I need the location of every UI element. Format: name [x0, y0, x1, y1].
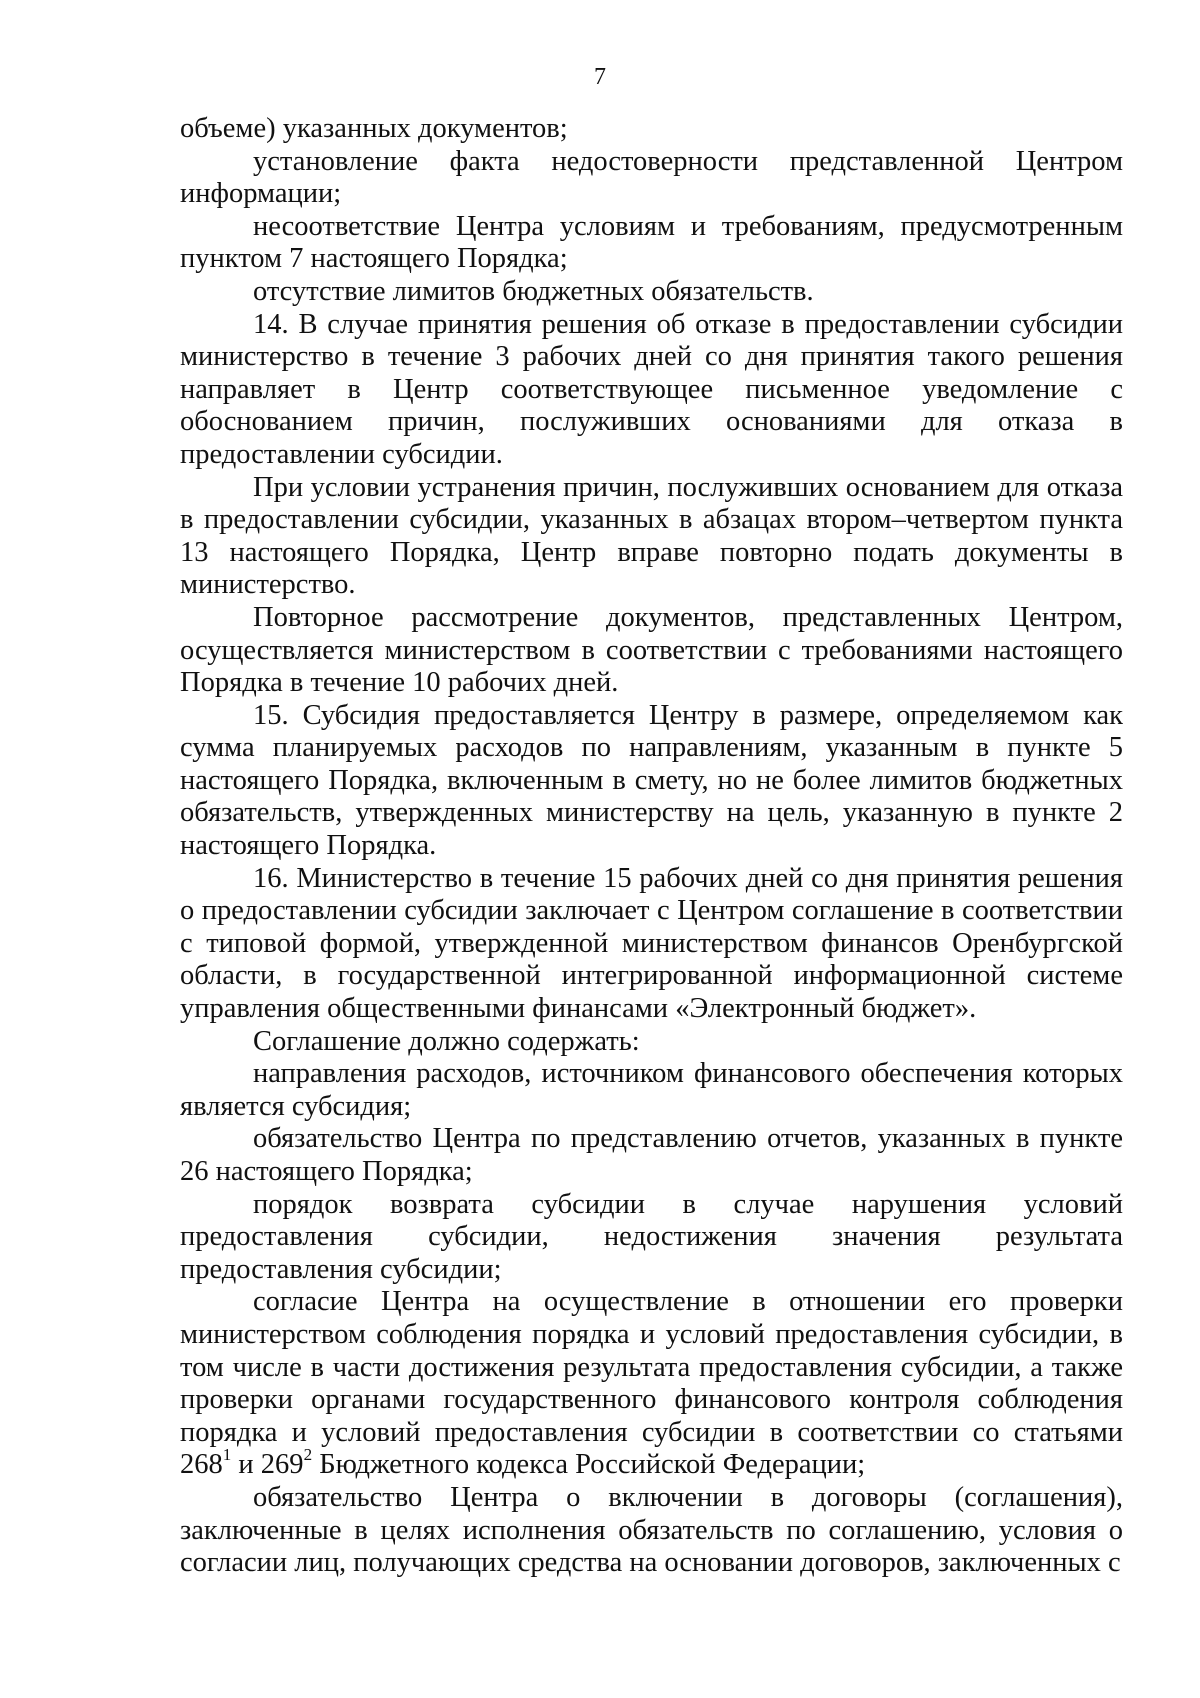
paragraph-refund-procedure: порядок возврата субсидии в случае нарушения условий предоставления субсидии, недостижения значения результата предоставления субсидии;: [180, 1188, 1123, 1285]
paragraph-noncompliance: несоответствие Центра условиям и требованиям, предусмотренным пунктом 7 настоящего Порядка;: [180, 210, 1123, 275]
paragraph-unreliable-info: установление факта недостоверности представленной Центром информации;: [180, 145, 1123, 210]
document-body: [180, 113, 1123, 1580]
paragraph-no-limits: отсутствие лимитов бюджетных обязательств.: [253, 275, 814, 307]
superscript: 1: [222, 1445, 232, 1465]
paragraph-agreement-contents: Соглашение должно содержать:: [253, 1025, 640, 1057]
text-segment: согласие Центра на осуществление в отношении его проверки министерством соблюдения порядка и условий предоставления субсидии, в том числе в части достижения результата предоставления субсидии, а также проверки органами государственного финансового контроля соблюдения порядка и условий предоставления субсидии в соответствии со статьями 268: [180, 1286, 1123, 1481]
paragraph-contract-inclusion: обязательство Центра о включении в договоры (соглашения), заключенные в целях исполнения обязательств по соглашению, условия о согласии лиц, получающих средства на основании договоров, заключенных с: [180, 1481, 1123, 1579]
paragraph-resubmission: При условии устранения причин, послуживших основанием для отказа в предоставлении субсидии, указанных в абзацах втором–четвертом пункта 13 настоящего Порядка, Центр вправе повторно подать документы в министерство.: [180, 471, 1123, 601]
paragraph-item-15: 15. Субсидия предоставляется Центру в размере, определяемом как сумма планируемых расходов по направлениям, указанным в пункте 5 настоящего Порядка, включенным в смету, но не более лимитов бюджетных обязательств, утвержденных министерству на цель, указанную в пункте 2 настоящего Порядка.: [180, 699, 1123, 862]
paragraph-continuation: объеме) указанных документов;: [180, 113, 568, 144]
page-number: 7: [594, 64, 606, 90]
paragraph-repeat-review: Повторное рассмотрение документов, представленных Центром, осуществляется министерством в соответствии с требованиями настоящего Порядка в течение 10 рабочих дней.: [180, 601, 1123, 699]
superscript: 2: [303, 1445, 313, 1465]
paragraph-item-16: 16. Министерство в течение 15 рабочих дней со дня принятия решения о предоставлении субсидии заключает с Центром соглашение в соответствии с типовой формой, утвержденной министерством финансов Оренбургской области, в государственной интегрированной информационной системе управления общественными финансами «Электронный бюджет».: [180, 862, 1123, 1025]
paragraph-inspection-consent: [180, 1286, 1123, 1482]
text-segment: и 269: [231, 1449, 304, 1481]
paragraph-expense-directions: направления расходов, источником финансового обеспечения которых является субсидия;: [180, 1058, 1123, 1122]
text-segment: Бюджетного кодекса Российской Федерации;: [312, 1449, 866, 1481]
paragraph-reporting-obligation: обязательство Центра по представлению отчетов, указанных в пункте 26 настоящего Порядка;: [180, 1123, 1123, 1187]
paragraph-item-14: 14. В случае принятия решения об отказе в предоставлении субсидии министерство в течение 3 рабочих дней со дня принятия такого решения направляет в Центр соответствующее письменное уведомление с обоснованием причин, послуживших основаниями для отказа в предоставлении субсидии.: [180, 308, 1123, 470]
